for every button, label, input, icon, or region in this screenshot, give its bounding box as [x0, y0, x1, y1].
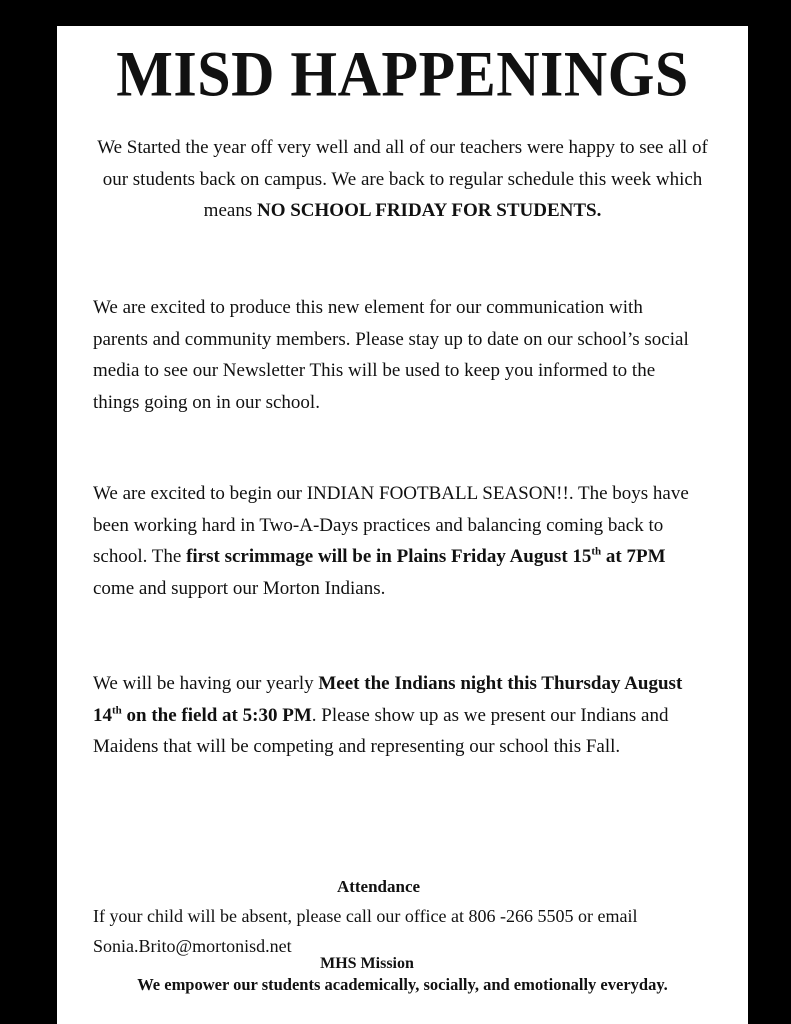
- newsletter-page: [57, 26, 748, 1024]
- meet-text: We will be having our yearly: [93, 673, 319, 694]
- football-scrimmage: [186, 546, 665, 567]
- intro-paragraph: [87, 132, 718, 227]
- meet-event-time: on the field at 5:30 PM: [121, 704, 312, 726]
- mission-heading: MHS Mission: [320, 955, 414, 972]
- meet-paragraph: [93, 668, 693, 763]
- football-scrimmage-date: first scrimmage will be in Plains Friday August 15: [186, 546, 592, 567]
- mission-statement: We empower our students academically, socially, and emotionally everyday.: [137, 975, 668, 994]
- meet-tail: . Please show up as we present our Indians and Maidens that will be competing and representing our school this Fall.: [93, 704, 669, 757]
- intro-text: We Started the year off very well and all of our teachers were happy to see all of our students back on campus. We are back to regular schedule this week which means: [97, 137, 708, 221]
- intro-highlight: NO SCHOOL FRIDAY FOR STUDENTS.: [256, 200, 602, 221]
- attendance-text: If your child will be absent, please call our office at 806 -266 5505 or email Sonia.Brito@mortonisd.net: [93, 906, 638, 956]
- football-scrimmage-time: at 7PM: [601, 546, 666, 567]
- football-paragraph: [93, 478, 693, 604]
- meet-date-suffix: th: [112, 704, 122, 717]
- football-date-suffix: th: [591, 545, 602, 558]
- football-text: We are excited to begin our INDIAN FOOTBALL SEASON!!. The boys have been working hard in Two-A-Days practices and balancing coming back to school. The: [93, 483, 689, 567]
- meet-event-date: Meet the Indians night this Thursday August 14: [93, 673, 683, 726]
- newsletter-paragraph: We are excited to produce this new element for our communication with parents and community members. Please stay up to date on our school’s social media to see our Newsletter This will be used to keep you informed to the things going on in our school.: [93, 297, 689, 413]
- attendance-heading: Attendance: [336, 877, 421, 896]
- football-tail: come and support our Morton Indians.: [93, 577, 386, 599]
- page-title: MISD HAPPENINGS: [116, 38, 689, 110]
